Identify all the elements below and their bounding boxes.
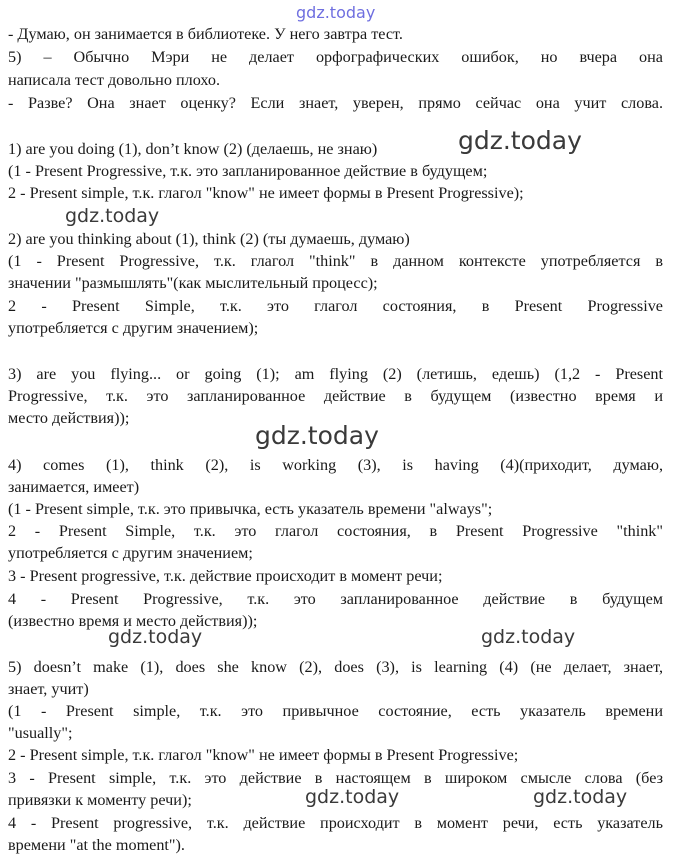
answer-4-note-4: 3 - Present progressive, т.к. действие происходит в момент речи; [8, 567, 443, 585]
answer-2-note-4: употребляется с другим значением); [8, 319, 259, 337]
answer-2-note-2: значении "размышлять"(как мыслительный процесс); [8, 274, 378, 292]
text-line-intro-2: 5) – Обычно Мэри не делает орфографических ошибок, но вчера она [8, 48, 663, 66]
watermark: gdz.today [65, 205, 160, 227]
watermark: gdz.today [533, 786, 628, 808]
text-line-intro-3: написала тест довольно плохо. [8, 71, 221, 89]
answer-5-header-cont: знает, учит) [8, 680, 89, 698]
watermark: gdz.today [458, 126, 582, 155]
answer-4-note-2: 2 - Present Simple, т.к. это глагол состояния, в Present Progressive "think" [8, 522, 663, 540]
answer-3-line-3: место действия)); [8, 409, 130, 427]
watermark: gdz.today [255, 421, 379, 450]
answer-5-note-4: 3 - Present simple, т.к. это действие в настоящем в широком смысле слова (без [8, 769, 663, 787]
answer-5-note-2: "usually"; [8, 724, 73, 742]
text-line-intro-1: - Думаю, он занимается в библиотеке. У него завтра тест. [8, 25, 403, 43]
answer-2-note-3: 2 - Present Simple, т.к. это глагол состояния, в Present Progressive [8, 297, 663, 315]
watermark-top: gdz.today [296, 3, 376, 22]
answer-5-note-5: привязки к моменту речи); [8, 791, 192, 809]
text-line-intro-4: - Разве? Она знает оценку? Если знает, уверен, прямо сейчас она учит слова. [8, 94, 663, 112]
watermark: gdz.today [481, 626, 576, 648]
watermark: gdz.today [305, 786, 400, 808]
answer-5-note-3: 2 - Present simple, т.к. глагол "know" не имеет формы в Present Progressive; [8, 746, 519, 764]
answer-5-header: 5) doesn’t make (1), does she know (2), does (3), is learning (4) (не делает, знает, [8, 658, 663, 676]
answer-3-line-2: Progressive, т.к. это запланированное действие в будущем (известно время и [8, 387, 663, 405]
answer-1-note-2: 2 - Present simple, т.к. глагол "know" не имеет формы в Present Progressive); [8, 184, 524, 202]
answer-1-header: 1) are you doing (1), don’t know (2) (делаешь, не знаю) [8, 140, 378, 158]
answer-3-line-1: 3) are you flying... or going (1); am flying (2) (летишь, едешь) (1,2 - Present [8, 365, 663, 383]
answer-2-note-1: (1 - Present Progressive, т.к. глагол "think" в данном контексте употребляется в [8, 252, 663, 270]
answer-2-header: 2) are you thinking about (1), think (2) (ты думаешь, думаю) [8, 230, 410, 248]
answer-4-note-5: 4 - Present Progressive, т.к. это запланированное действие в будущем [8, 590, 663, 608]
answer-5-note-7: времени "at the moment"). [8, 836, 185, 854]
answer-4-note-1: (1 - Present simple, т.к. это привычка, есть указатель времени "always"; [8, 500, 493, 518]
answer-4-header: 4) comes (1), think (2), is working (3), is having (4)(приходит, думаю, [8, 456, 663, 474]
answer-4-note-6: (известно время и место действия)); [8, 612, 258, 630]
answer-4-note-3: употребляется с другим значением; [8, 544, 253, 562]
answer-5-note-6: 4 - Present progressive, т.к. действие происходит в момент речи, есть указатель [8, 814, 663, 832]
answer-5-note-1: (1 - Present simple, т.к. это привычное состояние, есть указатель времени [8, 702, 663, 720]
answer-1-note-1: (1 - Present Progressive, т.к. это запланированное действие в будущем; [8, 162, 488, 180]
watermark: gdz.today [108, 626, 203, 648]
answer-4-header-cont: занимается, имеет) [8, 478, 140, 496]
